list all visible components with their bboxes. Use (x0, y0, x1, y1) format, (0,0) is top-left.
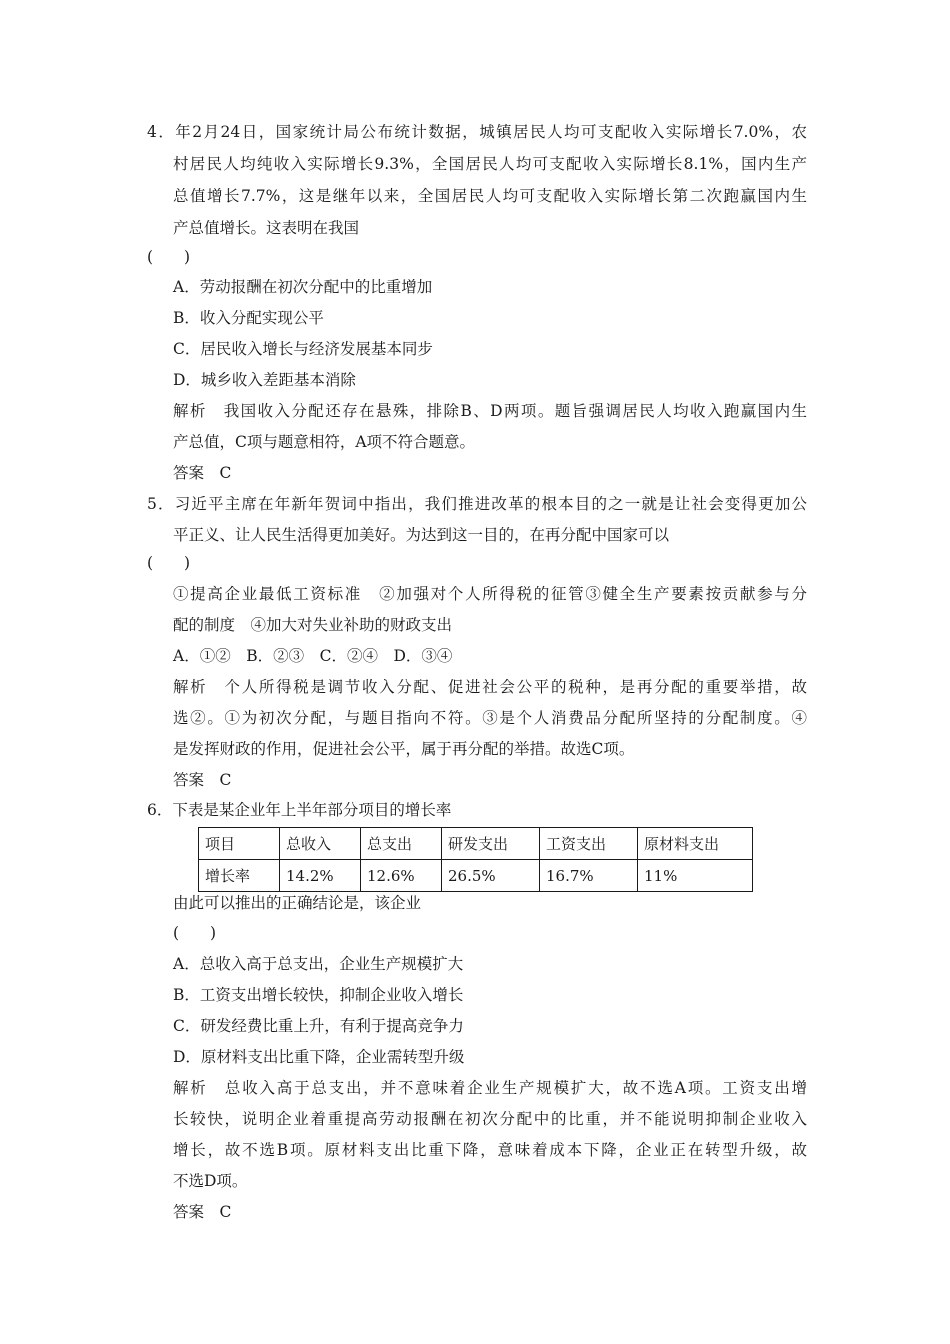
q5-stem-line-1: 5．习近平主席在年新年贺词中指出，我们推进改革的根本目的之一就是让社会变得更加公 (147, 495, 807, 513)
table-header-cell: 项目 (199, 828, 280, 860)
table-header-cell: 总收入 (280, 828, 361, 860)
q6-option-b: B．工资支出增长较快，抑制企业收入增长 (173, 986, 464, 1004)
table-header-cell: 总支出 (361, 828, 442, 860)
q4-answer-paren: ( ) (147, 248, 191, 266)
q4-stem-line-3: 总值增长7.7%，这是继年以来，全国居民人均可支配收入实际增长第二次跑赢国内生 (173, 187, 807, 205)
q5-item-line-2: 配的制度 ④加大对失业补助的财政支出 (173, 616, 453, 634)
table-header-cell: 工资支出 (540, 828, 638, 860)
q4-analysis-line-1: 解析 我国收入分配还存在悬殊，排除B、D两项。题旨强调居民人均收入跑赢国内生 (173, 402, 807, 420)
q4-option-b: B．收入分配实现公平 (173, 309, 324, 327)
q6-option-d: D．原材料支出比重下降，企业需转型升级 (173, 1048, 465, 1066)
table-cell: 增长率 (199, 860, 280, 892)
table-cell: 14.2% (280, 860, 361, 892)
q5-answer: 答案 C (173, 771, 232, 789)
q6-analysis-line-3: 增长，故不选B项。原材料支出比重下降，意味着成本下降，企业正在转型升级，故 (173, 1141, 807, 1159)
q4-option-a: A．劳动报酬在初次分配中的比重增加 (173, 278, 433, 296)
q4-answer: 答案 C (173, 464, 232, 482)
q4-option-d: D．城乡收入差距基本消除 (173, 371, 356, 389)
q6-analysis-line-1: 解析 总收入高于总支出，并不意味着企业生产规模扩大，故不选A项。工资支出增 (173, 1079, 807, 1097)
q4-analysis-line-2: 产总值，C项与题意相符，A项不符合题意。 (173, 433, 476, 451)
q4-stem-line-1: 4．年2月24日，国家统计局公布统计数据，城镇居民人均可支配收入实际增长7.0%，农 (147, 123, 807, 141)
q5-options: A．①② B．②③ C．②④ D．③④ (173, 647, 453, 665)
table-header-row (199, 828, 753, 860)
q4-stem-line-4: 产总值增长。这表明在我国 (173, 219, 360, 237)
q6-option-a: A．总收入高于总支出，企业生产规模扩大 (173, 955, 464, 973)
table-cell: 26.5% (442, 860, 540, 892)
q6-stem: 6．下表是某企业年上半年部分项目的增长率 (147, 801, 452, 819)
q6-answer-paren: ( ) (173, 924, 217, 942)
q6-analysis-line-4: 不选D项。 (173, 1172, 248, 1190)
table-header-cell: 原材料支出 (638, 828, 753, 860)
q4-option-c: C．居民收入增长与经济发展基本同步 (173, 340, 433, 358)
q5-stem-line-2: 平正义、让人民生活得更加美好。为达到这一目的，在再分配中国家可以 (173, 526, 670, 544)
q5-analysis-line-2: 选②。①为初次分配，与题目指向不符。③是个人消费品分配所坚持的分配制度。④ (173, 709, 807, 727)
q5-analysis-line-1: 解析 个人所得税是调节收入分配、促进社会公平的税种，是再分配的重要举措，故 (173, 678, 807, 696)
q6-after-table: 由此可以推出的正确结论是，该企业 (173, 894, 422, 912)
growth-rate-table (198, 827, 753, 892)
q6-analysis-line-2: 长较快，说明企业着重提高劳动报酬在初次分配中的比重，并不能说明抑制企业收入 (173, 1110, 807, 1128)
q5-item-line-1: ①提高企业最低工资标准 ②加强对个人所得税的征管③健全生产要素按贡献参与分 (173, 585, 807, 603)
q5-analysis-line-3: 是发挥财政的作用，促进社会公平，属于再分配的举措。故选C项。 (173, 740, 635, 758)
q6-answer: 答案 C (173, 1203, 232, 1221)
q5-answer-paren: ( ) (147, 554, 191, 572)
table-cell: 11% (638, 860, 753, 892)
table-cell: 16.7% (540, 860, 638, 892)
table-header-cell: 研发支出 (442, 828, 540, 860)
q6-option-c: C．研发经费比重上升，有利于提高竞争力 (173, 1017, 464, 1035)
table-cell: 12.6% (361, 860, 442, 892)
table-row (199, 860, 753, 892)
q4-stem-line-2: 村居民人均纯收入实际增长9.3%，全国居民人均可支配收入实际增长8.1%，国内生产 (173, 155, 807, 173)
